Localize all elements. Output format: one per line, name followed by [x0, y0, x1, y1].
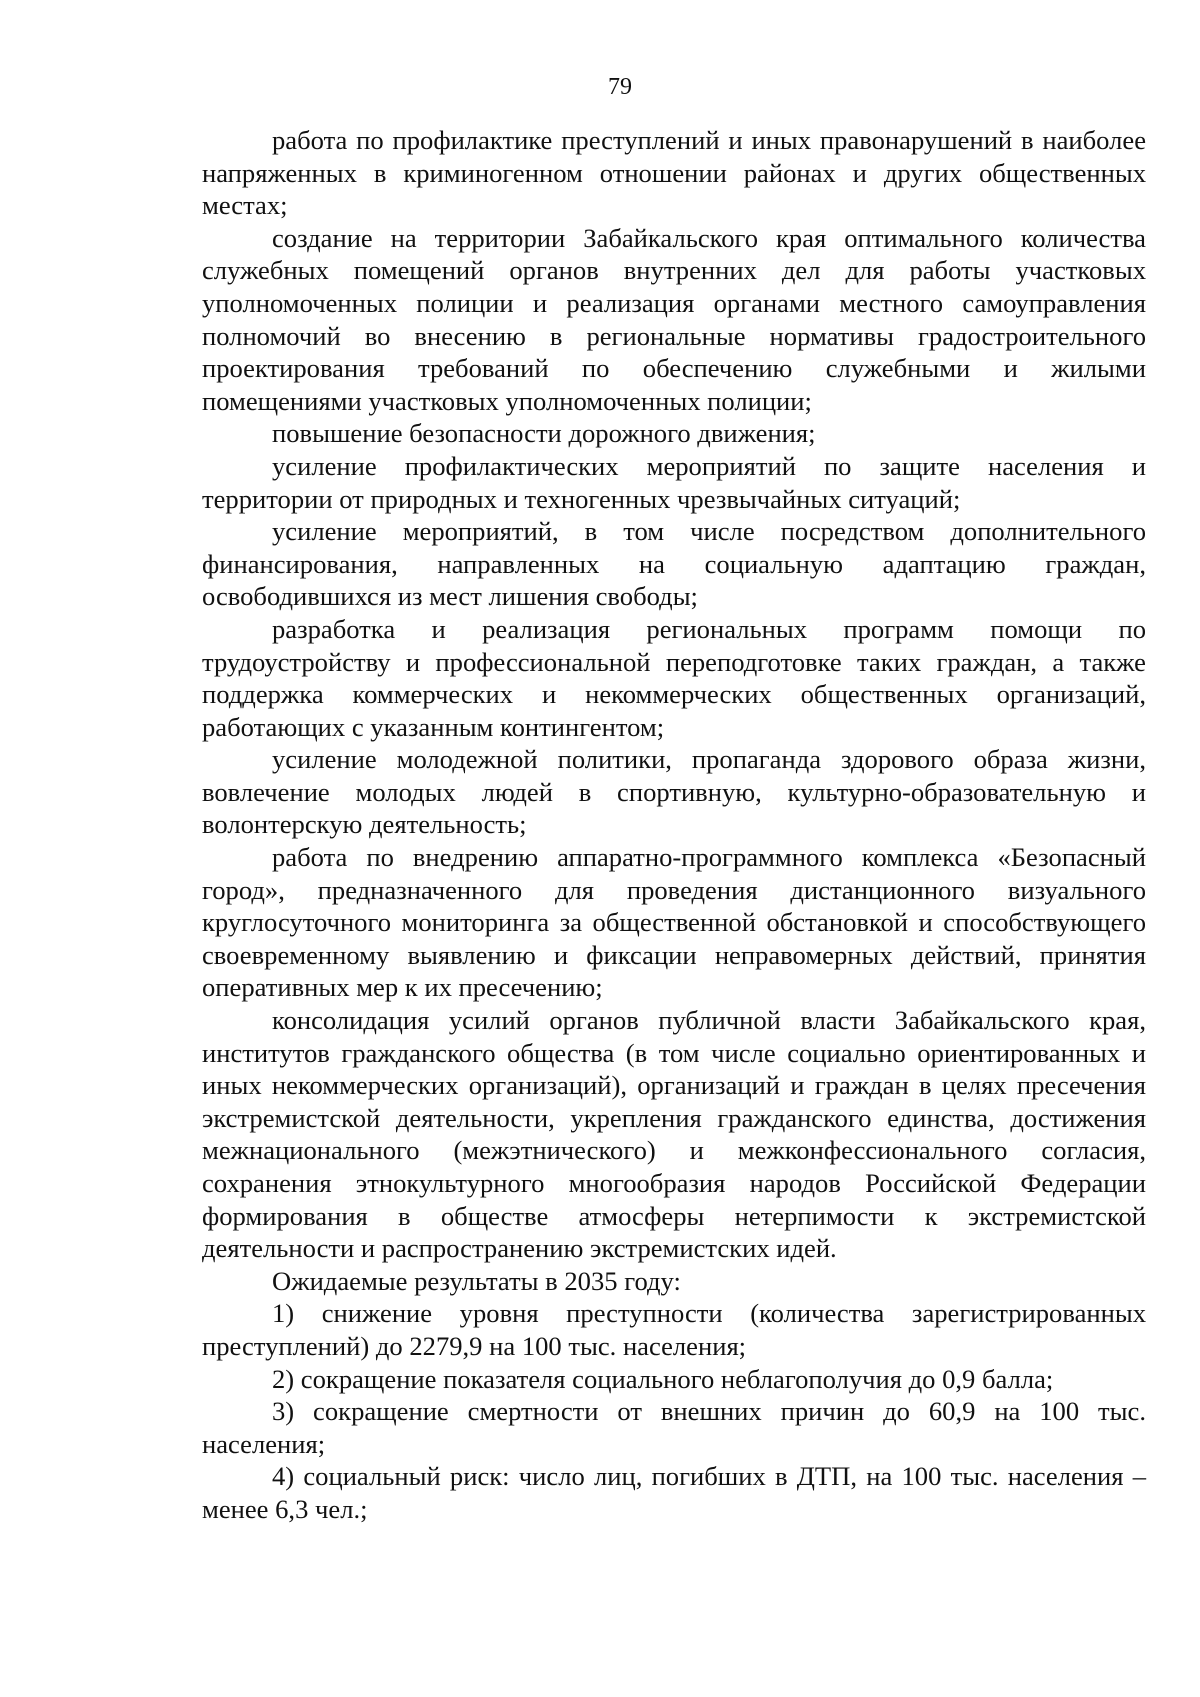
paragraph: работа по профилактике преступлений и иных правонарушений в наиболее напряженных в криминогенном отношении районах и других общественных местах;	[202, 125, 1146, 221]
result-item: 4) социальный риск: число лиц, погибших в ДТП, на 100 тыс. населения – менее 6,3 чел.;	[202, 1461, 1146, 1524]
paragraph: разработка и реализация региональных программ помощи по трудоустройству и профессиональной переподготовке таких граждан, а также поддержка коммерческих и некоммерческих общественных организаций, работающих с указанным контингентом;	[202, 613, 1146, 742]
result-item: 3) сокращение смертности от внешних причин до 60,9 на 100 тыс. населения;	[202, 1396, 1146, 1459]
paragraph: создание на территории Забайкальского края оптимального количества служебных помещений органов внутренних дел для работы участковых уполномоченных полиции и реализация органами местного самоуправления полномочий во внесению в региональные нормативы градостроительного проектирования требований по обеспечению служебными и жилыми помещениями участковых уполномоченных полиции;	[202, 222, 1146, 416]
result-item: 2) сокращение показателя социального неблагополучия до 0,9 балла;	[272, 1363, 1054, 1394]
paragraph: усиление молодежной политики, пропаганда здорового образа жизни, вовлечение молодых людей в спортивную, культурно-образовательную и волонтерскую деятельность;	[202, 744, 1146, 840]
paragraph: консолидация усилий органов публичной власти Забайкальского края, институтов гражданского общества (в том числе социально ориентированных и иных некоммерческих организаций), организаций и граждан в целях пресечения экстремистской деятельности, укрепления гражданского единства, достижения межнационального (межэтнического) и межконфессионального согласия, сохранения этнокультурного многообразия народов Российской Федерации формирования в обществе атмосферы нетерпимости к экстремистской деятельности и распространению экстремистских идей.	[202, 1005, 1146, 1264]
result-item: 1) снижение уровня преступности (количества зарегистрированных преступлений) до 2279,9 на 100 тыс. населения;	[202, 1298, 1146, 1361]
paragraph: усиление профилактических мероприятий по защите населения и территории от природных и техногенных чрезвычайных ситуаций;	[202, 450, 1146, 514]
document-body	[202, 124, 1146, 1526]
paragraph: повышение безопасности дорожного движения;	[272, 418, 816, 449]
paragraph: работа по внедрению аппаратно-программного комплекса «Безопасный город», предназначенного для проведения дистанционного визуального круглосуточного мониторинга за общественной обстановкой и способствующего своевременному выявлению и фиксации неправомерных действий, принятия оперативных мер к их пресечению;	[202, 842, 1146, 1003]
results-heading: Ожидаемые результаты в 2035 году:	[272, 1265, 681, 1296]
page-number: 79	[608, 74, 632, 100]
paragraph: усиление мероприятий, в том числе посредством дополнительного финансирования, направленных на социальную адаптацию граждан, освободившихся из мест лишения свободы;	[202, 516, 1146, 612]
